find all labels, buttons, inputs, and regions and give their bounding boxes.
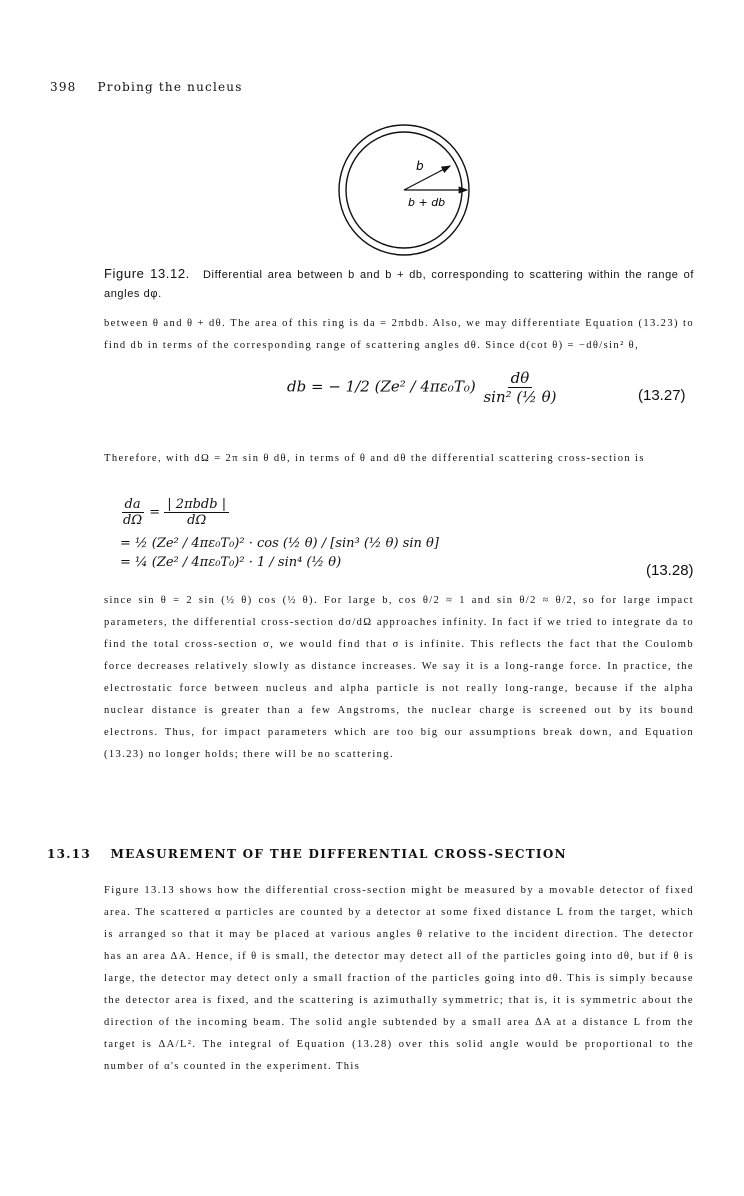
section-title: MEASUREMENT OF THE DIFFERENTIAL CROSS-SECTION — [110, 847, 567, 861]
caption-text: Differential area between b and b + db, corresponding to scattering within the range of angles dφ. — [104, 269, 695, 300]
running-title: Probing the nucleus — [97, 80, 243, 94]
running-header — [50, 80, 243, 94]
section-heading — [47, 847, 567, 861]
eq2-part4: = ¼ (Ze² / 4πε₀T₀)² · 1 / sin⁴ (½ θ) — [120, 555, 342, 570]
eq2-part1: $\frac{da}{d\Omega}$ — [123, 497, 143, 528]
equation-number-13-28: (13.28) — [646, 562, 694, 579]
caption-label: Figure 13.12. — [104, 266, 190, 281]
eq2-part3: = ½ (Ze² / 4πε₀T₀)² · cos (½ θ) / [sin³ (½ θ) sin θ] — [120, 536, 439, 551]
eq1-bracket: (Ze² / 4πε₀T₀) — [374, 377, 476, 396]
paragraph-2: Therefore, with dΩ = 2π sin θ dθ, in terms of θ and dθ the differential scattering cross-section is — [104, 453, 645, 464]
figure-caption — [104, 264, 694, 304]
eq1-numerator: dθ — [508, 369, 533, 388]
eq2-part2: $\frac{\text{| 2πbdb |}}{d\Omega}$ — [164, 497, 229, 528]
eq1-lhs: db = — [287, 377, 324, 396]
paragraph-4: Figure 13.13 shows how the differential cross-section might be measured by a movable detector of fixed area. The scattered α particles are counted by a detector at some fixed distance L from the target, which is arranged so that it may be placed at various angles θ relative to the incident direction. The detector has an area ΔA. Hence, if θ is small, the detector may detect all of the particles going into dθ, but if θ is large, the detector may detect only a small fraction of the particles going into dθ. This is simply because the detector area is fixed, and the scattering is azimuthally symmetric; that is, it is symmetric about the direction of the incoming beam. The solid angle subtended by a small area ΔA at a distance L from the target is ΔA/L². The integral of Equation (13.28) over this solid angle would be proportional to the number of α's counted in the experiment. This — [104, 885, 694, 1072]
equation-13-27 — [287, 369, 559, 406]
annulus-svg — [337, 123, 477, 263]
figure-annulus-diagram — [337, 123, 477, 267]
radius-b-arrow — [404, 166, 450, 190]
eq1-fraction — [480, 369, 559, 406]
page-number: 398 — [50, 80, 77, 94]
equation-13-28: $\frac{da}{d\Omega}$ = $\frac{\text{| 2πbdb |}}{d\Omega}$ = ½ (Ze² / 4πε₀T₀)² · cos (½ θ) / [sin³ (½ θ) sin θ] = ¼ (Ze² / 4πε₀T₀)² · 1 / sin⁴ (½ θ) — [120, 497, 439, 570]
equation-number-13-27: (13.27) — [638, 387, 686, 404]
label-b: b — [416, 159, 424, 173]
paragraph-1: between θ and θ + dθ. The area of this ring is da = 2πbdb. Also, we may differentiate Equation (13.23) to find db in terms of the corresponding range of scattering angles dθ. Since d(cot θ) = −dθ/sin² θ, — [104, 318, 694, 351]
eq1-denominator: sin² (½ θ) — [483, 388, 557, 406]
label-b-db: b + db — [408, 196, 446, 209]
paragraph-3: since sin θ = 2 sin (½ θ) cos (½ θ). For large b, cos θ/2 ≈ 1 and sin θ/2 ≈ θ/2, so for large impact parameters, the differential cross-section dσ/dΩ approaches infinity. In fact if we tried to integrate da to find the total cross-section σ, we would find that σ is infinite. This reflects the fact that the Coulomb force decreases relatively slowly as distance increases. We say it is a long-range force. In practice, the electrostatic force between nucleus and alpha particle is not really long-range, because if the alpha nuclear distance is greater than a few Angstroms, the nuclear charge is screened out by its bound electrons. Thus, for impact parameters which are too big our assumptions break down, and Equation (13.23) no longer holds; there will be no scattering. — [104, 595, 694, 760]
eq1-neg-half: − 1/2 — [328, 377, 370, 396]
section-number: 13.13 — [47, 847, 92, 861]
